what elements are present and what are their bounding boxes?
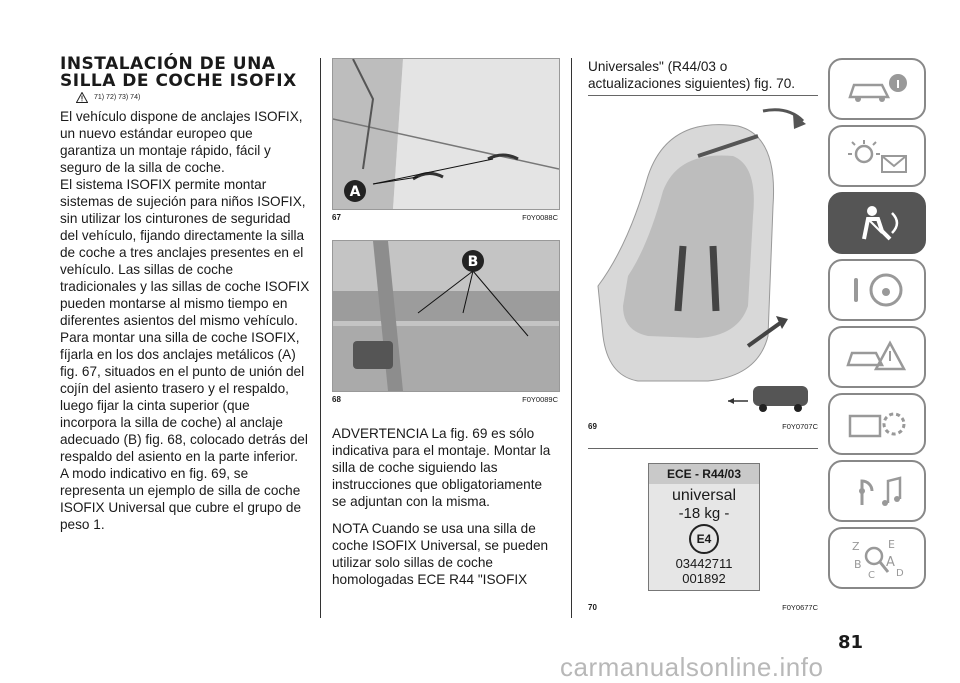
warning-lights-icon: [842, 136, 912, 176]
homologation-label: [648, 463, 760, 591]
figure-68-caption: [332, 395, 558, 404]
column-2-text: [332, 425, 560, 588]
figure-code: F0Y0677C: [782, 603, 818, 612]
index-icon: [842, 536, 912, 580]
paragraph: Para montar una silla de coche ISOFIX, fíjarla en los dos anclajes metálicos (A) fig. 67, situados en el punto de unión del cojín del asiento trasero y el respaldo, luego fijar la cinta superior (que incorpora la silla de coche) al anclaje adecuado (B) fig. 68, colocado detrás del respaldo del asiento en la parte inferior.: [60, 330, 308, 464]
figure-code: F0Y0088C: [522, 213, 558, 222]
tab-car-info[interactable]: [828, 58, 926, 120]
tab-starting-driving[interactable]: [828, 259, 926, 321]
figure-70-caption: [588, 603, 818, 612]
label-code-1: 03442711: [675, 556, 733, 571]
warning-refs-text: 71) 72) 73) 74): [94, 94, 141, 101]
multimedia-icon: [842, 471, 912, 511]
title-line-2: SILLA DE COCHE ISOFIX: [60, 71, 297, 91]
label-weight: -18 kg -: [678, 505, 730, 522]
svg-text:B: B: [854, 558, 862, 571]
top-tether-anchor-illustration: [333, 241, 559, 391]
figure-code: F0Y0707C: [782, 422, 818, 431]
paragraph: Universales" (R44/03 o actualizaciones siguientes) fig. 70.: [588, 59, 796, 91]
tab-index[interactable]: [828, 527, 926, 589]
svg-text:C: C: [868, 570, 875, 580]
figure-code: F0Y0089C: [522, 395, 558, 404]
column-divider: [571, 58, 572, 618]
title-line-1: INSTALACIÓN DE UNA: [60, 54, 276, 74]
figure-number: 67: [332, 213, 341, 222]
warning-refs: [76, 92, 140, 103]
column-3-text: [588, 58, 818, 92]
e-mark-icon: E4: [689, 524, 719, 554]
column-1-text: [60, 108, 310, 533]
paragraph: ADVERTENCIA La fig. 69 es sólo indicativa para el montaje. Montar la silla de coche siguiendo las instrucciones que obligatoriamente se adjuntan con la misma.: [332, 426, 551, 509]
paragraph: El vehículo dispone de anclajes ISOFIX, un nuevo estándar europeo que garantiza un montaje rápido, fácil y seguro de la silla de coche.: [60, 109, 303, 175]
figure-69: [588, 95, 818, 416]
figure-67-caption: [332, 213, 558, 222]
seat-safety-icon: [842, 203, 912, 243]
warning-triangle-icon: [76, 92, 88, 103]
figure-number: 69: [588, 422, 597, 431]
svg-text:Z: Z: [852, 540, 860, 553]
figure-number: 68: [332, 395, 341, 404]
page-number: 81: [838, 632, 864, 653]
label-standard: ECE - R44/03: [649, 464, 759, 484]
child-seat-illustration: [588, 96, 818, 416]
callout-b: B: [467, 254, 479, 270]
label-universal: universal: [671, 487, 737, 504]
tab-warning-lights[interactable]: [828, 125, 926, 187]
tab-multimedia[interactable]: [828, 460, 926, 522]
breakdown-icon: [842, 337, 912, 377]
svg-text:D: D: [896, 568, 904, 579]
tab-safety[interactable]: [828, 192, 926, 254]
steering-icon: [842, 270, 912, 310]
tab-maintenance[interactable]: [828, 393, 926, 455]
column-divider: [320, 58, 321, 618]
paragraph: El sistema ISOFIX permite montar sistemas de sujeción para niños ISOFIX, sin utilizar los cinturones de seguridad del vehículo, fijando directamente la silla de coche a tres anclajes presentes en el vehículo. Las sillas de coche tradicionales y las sillas de coche ISOFIX pueden montarse al mismo tiempo en diferentes asientos del mismo vehículo.: [60, 177, 310, 328]
callout-a: A: [349, 184, 361, 200]
figure-67: [332, 58, 560, 210]
section-title: [60, 56, 297, 90]
car-info-icon: [842, 69, 912, 109]
figure-69-caption: [588, 422, 818, 431]
svg-text:A: A: [886, 555, 895, 570]
paragraph: NOTA Cuando se usa una silla de coche ISOFIX Universal, se pueden utilizar solo sillas de coche homologadas ECE R44 "ISOFIX: [332, 521, 549, 587]
isofix-anchor-illustration: [333, 59, 559, 209]
watermark-text: carmanualsonline.info: [560, 652, 824, 682]
tab-emergency[interactable]: [828, 326, 926, 388]
svg-text:E: E: [888, 538, 895, 551]
paragraph: A modo indicativo en fig. 69, se representa un ejemplo de silla de coche ISOFIX Universal que cubre el grupo de peso 1.: [60, 466, 302, 532]
maintenance-icon: [842, 404, 912, 444]
figure-68: [332, 240, 560, 392]
label-code-2: 001892: [682, 571, 726, 586]
figure-70: [588, 448, 818, 599]
figure-number: 70: [588, 603, 597, 612]
